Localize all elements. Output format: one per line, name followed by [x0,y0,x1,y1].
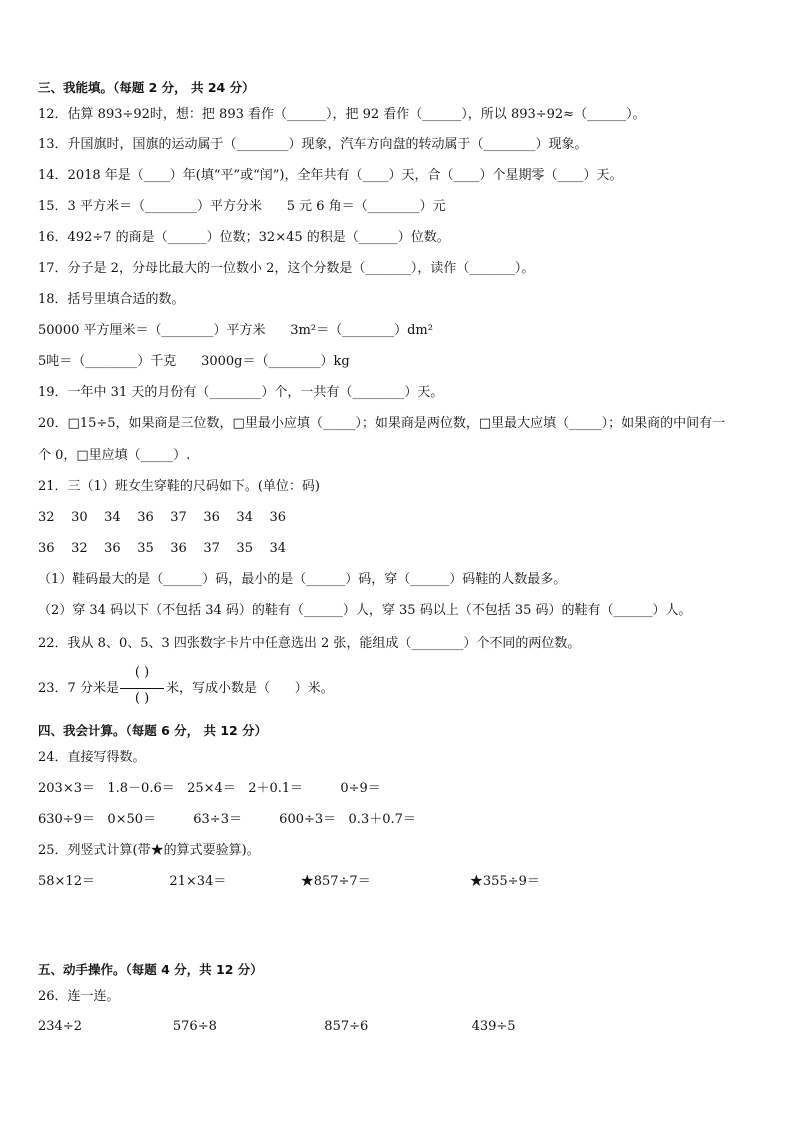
section-5-heading: 五、动手操作。（每题 4 分，共 12 分） [38,962,263,977]
fraction-blank [118,665,166,713]
question-21: 21．三（1）班女生穿鞋的尺码如下。(单位：码) [38,479,320,494]
question-18-row-b: 5吨＝（________）千克 3000g＝（________）kg [38,354,350,369]
fraction-denominator: ( ) [134,691,150,706]
shoe-sizes-row-1: 32 30 34 36 37 36 34 36 [38,510,287,525]
fraction-bar [120,688,164,689]
question-19: 19．一年中 31 天的月份有（________）个，一共有（________）天。 [38,385,444,400]
question-26: 26．连一连。 [38,989,120,1004]
vertical-calc-row: 58×12＝ 21×34＝ ★857÷7＝ ★355÷9＝ [38,874,540,889]
question-14: 14．2018 年是（____）年(填“平”或“闰”)，全年共有（____）天，合（____）个星期零（____）天。 [38,168,623,183]
question-16: 16．492÷7 的商是（______）位数；32×45 的积是（______）位数。 [38,230,450,245]
section-3-heading: 三、我能填。（每题 2 分， 共 24 分） [38,80,255,95]
question-20-line-1: 20．□15÷5，如果商是三位数，□里最小应填（_____）；如果商是两位数，□里最大应填（_____）；如果商的中间有一 [38,416,726,431]
question-15: 15．3 平方米＝（________）平方分米 5 元 6 角＝（________）元 [38,199,446,214]
mental-math-row-2: 630÷9＝ 0×50＝ 63÷3＝ 600÷3＝ 0.3＋0.7＝ [38,812,416,827]
question-18: 18．括号里填合适的数。 [38,292,185,307]
question-12: 12．估算 893÷92时，想：把 893 看作（______），把 92 看作（______），所以 893÷92≈（______）。 [38,107,646,122]
matching-row: 234÷2 576÷8 857÷6 439÷5 [38,1019,516,1034]
question-25: 25．列竖式计算(带★的算式要验算)。 [38,843,260,858]
question-21-part-2: （2）穿 34 码以下（不包括 34 码）的鞋有（______）人，穿 35 码以上（不包括 35 码）的鞋有（______）人。 [38,603,692,618]
question-17: 17．分子是 2，分母比最大的一位数小 2，这个分数是（_______），读作（_______）。 [38,261,535,276]
shoe-sizes-row-2: 36 32 36 35 36 37 35 34 [38,541,287,556]
section-4-heading: 四、我会计算。（每题 6 分， 共 12 分） [38,723,268,738]
question-23-prefix: 23．7 分米是 [38,681,119,696]
question-21-part-1: （1）鞋码最大的是（______）码，最小的是（______）码，穿（______）码鞋的人数最多。 [38,572,567,587]
question-24: 24．直接写得数。 [38,750,146,765]
question-22: 22．我从 8、0、5、3 四张数字卡片中任意选出 2 张，能组成（________）个不同的两位数。 [38,636,581,651]
question-13: 13．升国旗时，国旗的运动属于（________）现象，汽车方向盘的转动属于（________）现象。 [38,137,588,152]
question-20-line-2: 个 0，□里应填（_____）. [38,448,191,463]
mental-math-row-1: 203×3＝ 1.8－0.6＝ 25×4＝ 2＋0.1＝ 0÷9＝ [38,781,381,796]
question-18-row-a: 50000 平方厘米＝（________）平方米 3m²＝（________）dm² [38,323,433,338]
fraction-numerator: ( ) [134,665,150,680]
question-23-suffix: 米，写成小数是（ ）米。 [166,681,334,696]
